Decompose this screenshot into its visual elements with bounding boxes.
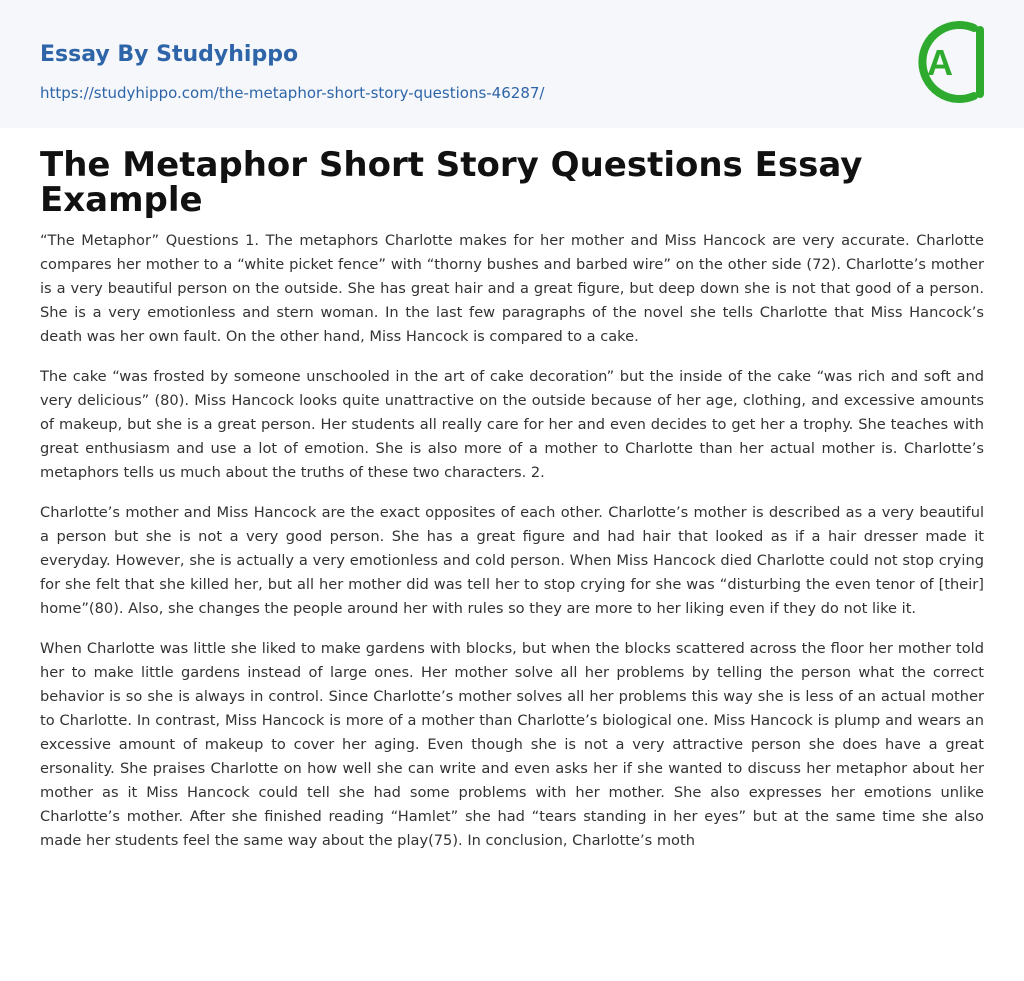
essay-paragraph: “The Metaphor” Questions 1. The metaphors Charlotte makes for her mother and Miss Hancock are very accurate. Charlotte compares her mother to a “white picket fence” with “thorny bushes and barbed wire” on the other side (72). Charlotte’s mother is a very beautiful person on the outside. She has great hair and a great figure, but deep down she is not that good of a person. She is a very emotionless and stern woman. In the last few paragraphs of the novel she tells Charlotte that Miss Hancock’s death was her own fault. On the other hand, Miss Hancock is compared to a cake. xyxy=(40,232,984,345)
site-header xyxy=(0,0,1024,128)
essay-paragraph: Charlotte’s mother and Miss Hancock are the exact opposites of each other. Charlotte’s mother is described as a very beautiful a person but she is not a very good person. She has a great figure and had hair that looked as if a hair dresser made it everyday. However, she is actually a very emotionless and cold person. When Miss Hancock died Charlotte could not stop crying for she felt that she killed her, but all her mother did was tell her to stop crying for she was “disturbing the even tenor of [their] home”(80). Also, she changes the people around her with rules so they are more to her liking even if they do not like it. xyxy=(40,504,984,617)
essay-body xyxy=(40,229,984,869)
source-url-link[interactable]: https://studyhippo.com/the-metaphor-short-story-questions-46287/ xyxy=(40,84,545,102)
brand-name[interactable]: Essay By Studyhippo xyxy=(40,42,299,67)
page-title: The Metaphor Short Story Questions Essay Example xyxy=(40,145,863,220)
essay-paragraph: The cake “was frosted by someone unschooled in the art of cake decoration” but the inside of the cake “was rich and soft and very delicious” (80). Miss Hancock looks quite unattractive on the outside because of her age, clothing, and excessive amounts of makeup, but she is a great person. Her students all really care for her and even decides to get her a trophy. She teaches with great enthusiasm and use a lot of emotion. She is also more of a mother to Charlotte than her actual mother is. Charlotte’s metaphors tells us much about the truths of these two characters. 2. xyxy=(40,368,984,481)
essay-paragraph: When Charlotte was little she liked to make gardens with blocks, but when the blocks scattered across the floor her mother told her to make little gardens instead of large ones. Her mother solve all her problems by telling the person what the correct behavior is so she is always in control. Since Charlotte’s mother solves all her problems this way she is less of an actual mother to Charlotte. In contrast, Miss Hancock is more of a mother than Charlotte’s biological one. Miss Hancock is plump and wears an excessive amount of makeup to cover her aging. Even though she is not a very attractive person she does have a great ersonality. She praises Charlotte on how well she can write and even asks her if she wanted to discuss her metaphor about her mother as it Miss Hancock could tell she had some problems with her mother. She also expresses her emotions unlike Charlotte’s mother. After she finished reading “Hamlet” she had “tears standing in her eyes” but at the same time she also made her students feel the same way about the play(75). In conclusion, Charlotte’s moth xyxy=(40,640,984,849)
studyhippo-logo-icon[interactable] xyxy=(910,18,988,106)
logo-letter: A xyxy=(927,42,953,83)
